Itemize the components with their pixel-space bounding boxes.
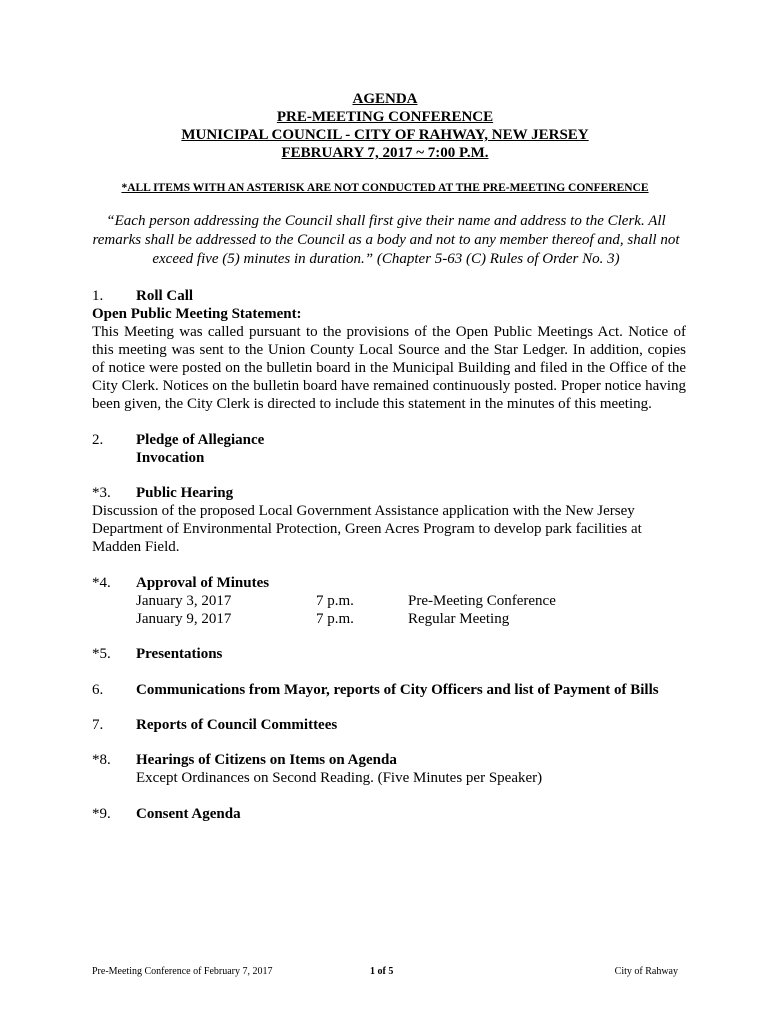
opms-title: Open Public Meeting Statement: [92,306,302,322]
item-title: Reports of Council Committees [136,717,338,733]
minutes-table [136,592,636,628]
minutes-type: Regular Meeting [408,611,510,627]
agenda-header [0,90,770,162]
item-title: Roll Call [136,288,194,304]
item-number: *5. [92,646,111,662]
item-subtext: Except Ordinances on Second Reading. (Five Minutes per Speaker) [136,770,543,786]
page-number: 1 of 5 [370,966,394,977]
minutes-date: January 3, 2017 [136,593,232,609]
item-number: 2. [92,432,104,448]
item-number: 6. [92,682,104,698]
item-title: Communications from Mayor, reports of City Officers and list of Payment of Bills [136,682,659,698]
minutes-type: Pre-Meeting Conference [408,593,556,609]
footer-right: City of Rahway [614,966,678,977]
public-hearing-text: Discussion of the proposed Local Government Assistance application with the New Jersey Department of Environmental Protection, Green Acres Program to develop park facilities at Madden Field. [92,503,642,555]
minutes-row [136,610,636,628]
header-subtitle: PRE-MEETING CONFERENCE [276,109,494,125]
item-title-invocation: Invocation [136,450,205,466]
minutes-date: January 9, 2017 [136,611,232,627]
item-number: *4. [92,575,111,591]
item-title: Presentations [136,646,223,662]
footer-left: Pre-Meeting Conference of February 7, 2017 [92,966,273,977]
minutes-time: 7 p.m. [316,611,354,627]
item-title: Hearings of Citizens on Items on Agenda [136,752,397,768]
item-number: 7. [92,717,104,733]
item-title: Approval of Minutes [136,575,270,591]
minutes-row [136,592,636,610]
item-number: *9. [92,806,111,822]
item-number: *3. [92,485,111,501]
item-number: 1. [92,288,104,304]
header-date: FEBRUARY 7, 2017 ~ 7:00 P.M. [281,145,489,161]
minutes-time: 7 p.m. [316,593,354,609]
header-title: AGENDA [352,91,418,107]
opms-text: This Meeting was called pursuant to the provisions of the Open Public Meetings Act. Notice of this meeting was sent to the Union County Local Source and the Star Ledger. In addition, copies of notice were posted on the bulletin board in the Municipal Building and filed in the Office of the City Clerk. Notices on the bulletin board have remained continuously posted. Proper notice having been given, the City Clerk is directed to include this statement in the minutes of this meeting. [92,324,686,412]
item-number: *8. [92,752,111,768]
item-title: Consent Agenda [136,806,241,822]
asterisk-notice: *ALL ITEMS WITH AN ASTERISK ARE NOT CONDUCTED AT THE PRE-MEETING CONFERENCE [121,182,649,194]
rules-quote: “Each person addressing the Council shall first give their name and address to the Clerk. All remarks shall be addressed to the Council as a body and not to any member thereof and, shall not exceed five (5) minutes in duration.” (Chapter 5-63 (C) Rules of Order No. 3) [92,213,680,267]
item-title: Public Hearing [136,485,234,501]
header-council: MUNICIPAL COUNCIL - CITY OF RAHWAY, NEW JERSEY [181,127,589,143]
item-title: Pledge of Allegiance [136,432,265,448]
